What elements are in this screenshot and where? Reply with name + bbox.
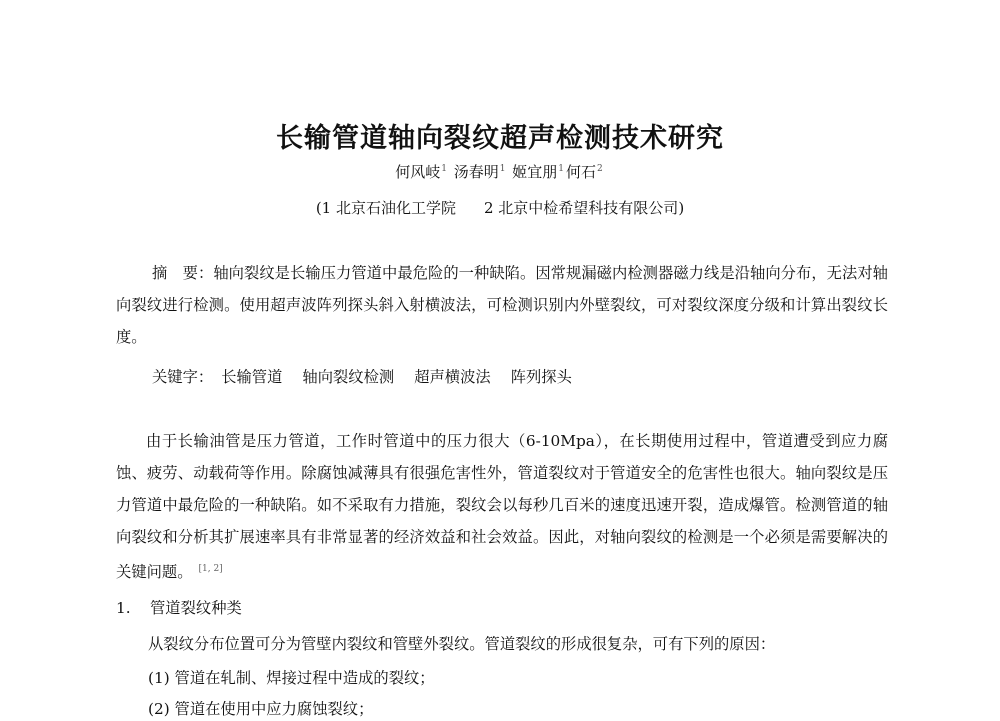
author-name: 姬宜朋 [512,163,558,181]
abstract-label: 摘 要： [152,264,214,282]
section-intro-text: 从裂纹分布位置可分为管壁内裂纹和管壁外裂纹。管道裂纹的形成很复杂，可有下列的原因： [148,635,776,653]
abstract [116,257,888,353]
author-affiliation-mark: 2 [597,164,603,174]
author-list [0,161,1000,182]
keyword: 轴向裂纹检测 [302,368,395,386]
author-affiliation-mark: 1 [558,164,565,174]
author-name: 何风岐 [395,163,441,181]
citation-mark: [1, 2] [198,564,223,574]
keyword: 超声横波法 [414,368,491,386]
author-affiliation-mark: 1 [441,164,447,174]
list-item: (2) 管道在使用中应力腐蚀裂纹； [148,700,374,718]
author-name: 何石 [566,163,597,181]
section-title: 管道裂纹种类 [150,599,242,617]
affiliation-2: 2 北京中检希望科技有限公司 [483,199,679,217]
paper-title: 长输管道轴向裂纹超声检测技术研究 [276,123,724,154]
keywords-label: 关键字： [152,368,214,386]
section-number: 1. [116,599,131,617]
section-heading [116,596,242,620]
author-affiliation-mark: 1 [499,164,506,174]
list-item: (1) 管道在轧制、焊接过程中造成的裂纹； [148,669,435,687]
keyword: 阵列探头 [510,368,572,386]
affiliations: (1 北京石油化工学院 2 北京中检希望科技有限公司) [315,199,685,217]
introduction-paragraph [116,425,888,588]
affiliation-1: 1 北京石油化工学院 [321,199,456,217]
introduction-text: 由于长输油管是压力管道，工作时管道中的压力很大（6-10Mpa），在长期使用过程中，管道遭受到应力腐蚀、疲劳、动载荷等作用。除腐蚀减薄具有很强危害性外，管道裂纹对于管道安全的危害性也很大。轴向裂纹是压力管道中最危险的一种缺陷。如不采取有力措施，裂纹会以每秒几百米的速度迅速开裂，造成爆管。检测管道的轴向裂纹和分析其扩展速率具有非常显著的经济效益和社会效益。因此，对轴向裂纹的检测是一个必须是需要解决的关键问题。 [116,432,888,582]
keyword: 长输管道 [221,368,283,386]
abstract-text: 轴向裂纹是长输压力管道中最危险的一种缺陷。因常规漏磁内检测器磁力线是沿轴向分布，无法对轴向裂纹进行检测。使用超声波阵列探头斜入射横波法，可检测识别内外壁裂纹，可对裂纹深度分级和计算出裂纹长度。 [116,264,888,346]
author-name: 汤春明 [453,163,499,181]
keywords [152,365,572,389]
